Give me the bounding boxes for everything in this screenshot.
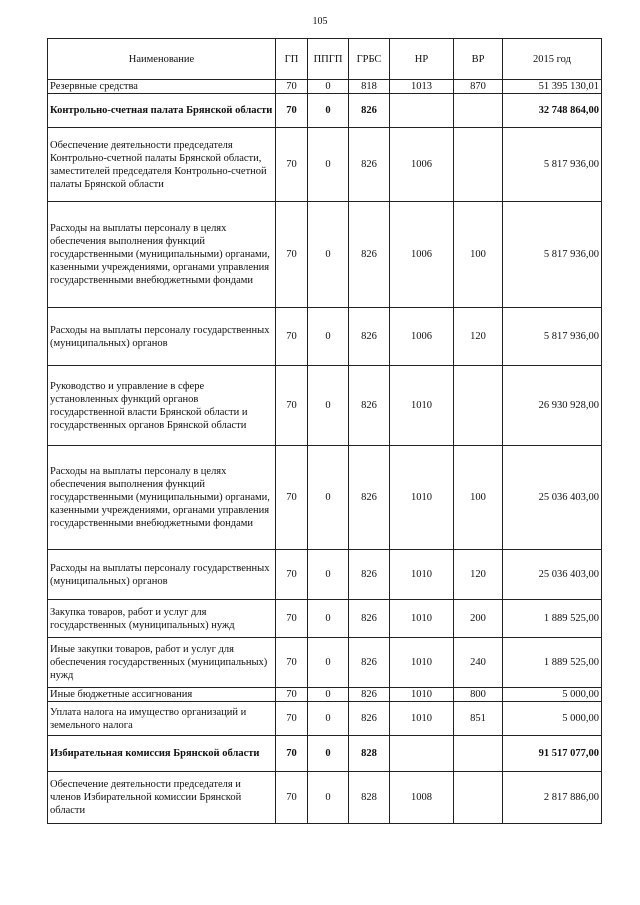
page-number: 105: [312, 16, 328, 27]
row-grbs: 826: [349, 702, 390, 736]
row-vr: 100: [454, 202, 503, 308]
row-grbs: 818: [349, 80, 390, 94]
row-gp: 70: [276, 600, 308, 638]
row-vr: 100: [454, 446, 503, 550]
row-ppgp: 0: [308, 772, 349, 824]
row-name: Закупка товаров, работ и услуг для государственных (муниципальных) нужд: [48, 600, 276, 638]
row-amount: 26 930 928,00: [503, 366, 602, 446]
header-grbs: ГРБС: [349, 39, 390, 80]
row-grbs: 826: [349, 308, 390, 366]
row-gp: 70: [276, 366, 308, 446]
row-vr: 240: [454, 638, 503, 688]
row-gp: 70: [276, 80, 308, 94]
row-amount: 91 517 077,00: [503, 736, 602, 772]
row-ppgp: 0: [308, 550, 349, 600]
row-nr: 1008: [390, 772, 454, 824]
row-amount: 1 889 525,00: [503, 600, 602, 638]
row-name: Руководство и управление в сфере установленных функций органов государственной власти Брянской области и государственных органов Брянской области: [48, 366, 276, 446]
row-amount: 5 817 936,00: [503, 128, 602, 202]
row-nr: [390, 94, 454, 128]
row-vr: 120: [454, 550, 503, 600]
row-name: Контрольно-счетная палата Брянской области: [48, 94, 276, 128]
row-vr: 870: [454, 80, 503, 94]
row-amount: 25 036 403,00: [503, 550, 602, 600]
row-ppgp: 0: [308, 80, 349, 94]
header-amount: 2015 год: [503, 39, 602, 80]
row-ppgp: 0: [308, 308, 349, 366]
table-row: [48, 94, 602, 128]
row-grbs: 826: [349, 550, 390, 600]
row-amount: 32 748 864,00: [503, 94, 602, 128]
row-vr: [454, 94, 503, 128]
row-grbs: 826: [349, 94, 390, 128]
row-grbs: 826: [349, 202, 390, 308]
header-ppgp: ППГП: [308, 39, 349, 80]
header-nr: НР: [390, 39, 454, 80]
row-gp: 70: [276, 638, 308, 688]
table-row: [48, 688, 602, 702]
row-gp: 70: [276, 772, 308, 824]
row-gp: 70: [276, 308, 308, 366]
row-gp: 70: [276, 446, 308, 550]
row-nr: 1010: [390, 702, 454, 736]
row-ppgp: 0: [308, 202, 349, 308]
row-nr: 1010: [390, 446, 454, 550]
row-name: Иные бюджетные ассигнования: [48, 688, 276, 702]
row-nr: 1010: [390, 638, 454, 688]
row-nr: 1010: [390, 600, 454, 638]
row-grbs: 826: [349, 688, 390, 702]
row-amount: 5 000,00: [503, 702, 602, 736]
row-name: Уплата налога на имущество организаций и земельного налога: [48, 702, 276, 736]
row-vr: 200: [454, 600, 503, 638]
row-grbs: 828: [349, 736, 390, 772]
row-name: Расходы на выплаты персоналу государственных (муниципальных) органов: [48, 308, 276, 366]
row-amount: 25 036 403,00: [503, 446, 602, 550]
row-name: Расходы на выплаты персоналу в целях обеспечения выполнения функций государственными (муниципальными) органами, казенными учреждениями, органами управления государственными внебюджетными фондами: [48, 202, 276, 308]
row-name: Иные закупки товаров, работ и услуг для обеспечения государственных (муниципальных) нужд: [48, 638, 276, 688]
row-vr: [454, 736, 503, 772]
row-gp: 70: [276, 736, 308, 772]
row-ppgp: 0: [308, 702, 349, 736]
row-grbs: 826: [349, 128, 390, 202]
row-gp: 70: [276, 550, 308, 600]
row-nr: 1006: [390, 202, 454, 308]
table-row: [48, 550, 602, 600]
table-row: [48, 128, 602, 202]
table-row: [48, 702, 602, 736]
row-name: Избирательная комиссия Брянской области: [48, 736, 276, 772]
row-gp: 70: [276, 128, 308, 202]
row-nr: 1006: [390, 128, 454, 202]
table-row: [48, 202, 602, 308]
row-name: Обеспечение деятельности председателя Контрольно-счетной палаты Брянской области, заместителей председателя Контрольно-счетной палаты Брянской области: [48, 128, 276, 202]
table-row: [48, 446, 602, 550]
row-vr: 800: [454, 688, 503, 702]
row-amount: 5 817 936,00: [503, 308, 602, 366]
row-ppgp: 0: [308, 736, 349, 772]
row-name: Резервные средства: [48, 80, 276, 94]
row-grbs: 826: [349, 600, 390, 638]
row-ppgp: 0: [308, 638, 349, 688]
table-row: [48, 736, 602, 772]
row-vr: 851: [454, 702, 503, 736]
header-name: Наименование: [48, 39, 276, 80]
row-nr: 1013: [390, 80, 454, 94]
row-amount: 2 817 886,00: [503, 772, 602, 824]
row-name: Расходы на выплаты персоналу в целях обеспечения выполнения функций государственными (муниципальными) органами, казенными учреждениями, органами управления государственными внебюджетными фондами: [48, 446, 276, 550]
header-vr: ВР: [454, 39, 503, 80]
row-nr: 1010: [390, 366, 454, 446]
table-row: [48, 600, 602, 638]
row-ppgp: 0: [308, 128, 349, 202]
row-name: Обеспечение деятельности председателя и членов Избирательной комиссии Брянской области: [48, 772, 276, 824]
row-gp: 70: [276, 702, 308, 736]
row-gp: 70: [276, 202, 308, 308]
row-amount: 51 395 130,01: [503, 80, 602, 94]
table-header-row: [48, 39, 602, 80]
row-ppgp: 0: [308, 446, 349, 550]
table-row: [48, 638, 602, 688]
table-row: [48, 308, 602, 366]
budget-table: [47, 38, 602, 824]
row-nr: 1010: [390, 550, 454, 600]
row-amount: 5 817 936,00: [503, 202, 602, 308]
row-vr: [454, 128, 503, 202]
row-grbs: 826: [349, 366, 390, 446]
row-gp: 70: [276, 94, 308, 128]
row-ppgp: 0: [308, 94, 349, 128]
row-gp: 70: [276, 688, 308, 702]
table-row: [48, 366, 602, 446]
row-vr: [454, 366, 503, 446]
row-grbs: 826: [349, 446, 390, 550]
row-amount: 1 889 525,00: [503, 638, 602, 688]
row-ppgp: 0: [308, 366, 349, 446]
row-nr: 1006: [390, 308, 454, 366]
row-nr: [390, 736, 454, 772]
row-ppgp: 0: [308, 600, 349, 638]
row-vr: 120: [454, 308, 503, 366]
table-row: [48, 80, 602, 94]
table-row: [48, 772, 602, 824]
header-gp: ГП: [276, 39, 308, 80]
row-nr: 1010: [390, 688, 454, 702]
row-vr: [454, 772, 503, 824]
row-amount: 5 000,00: [503, 688, 602, 702]
row-grbs: 826: [349, 638, 390, 688]
row-ppgp: 0: [308, 688, 349, 702]
row-name: Расходы на выплаты персоналу государственных (муниципальных) органов: [48, 550, 276, 600]
row-grbs: 828: [349, 772, 390, 824]
